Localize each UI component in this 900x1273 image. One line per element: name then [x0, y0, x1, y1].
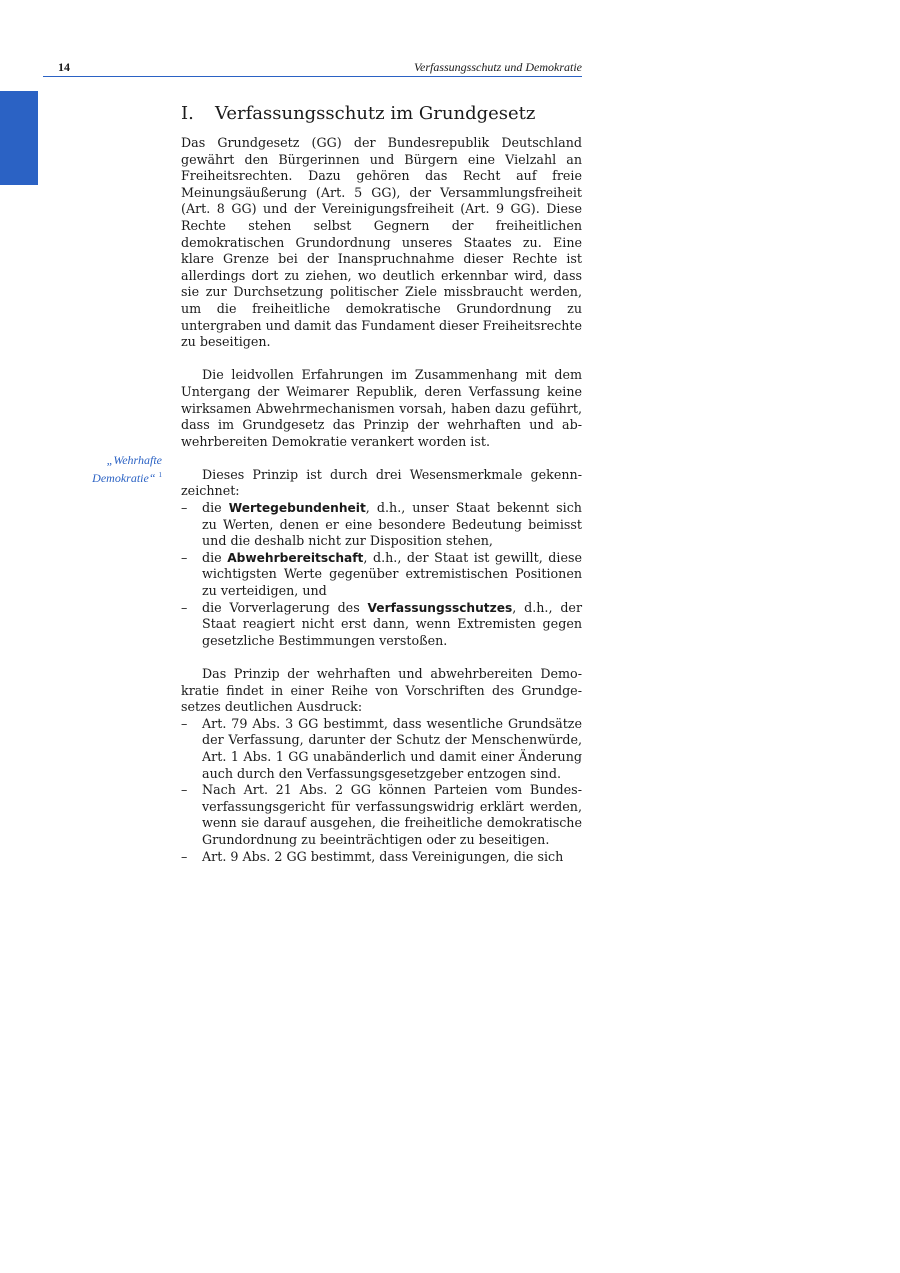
page-number: 14 [58, 60, 70, 74]
header-rule [43, 76, 582, 77]
running-title: Verfassungsschutz und Demokratie [414, 60, 582, 74]
list-marker: – [181, 500, 188, 516]
bold-term: Abwehrbereitschaft [227, 550, 364, 565]
section-title: Verfassungsschutz im Grundgesetz [215, 103, 536, 124]
articles-list [181, 716, 582, 865]
footnote-reference: 1 [158, 471, 162, 479]
list-marker: – [181, 715, 188, 731]
section-number: I. [181, 103, 194, 124]
list-item: – Art. 79 Abs. 3 GG bestimmt, dass wesentliche Grundsätze der Verfassung, darunter der Schutz der Menschenwürde, Art. 1 Abs. 1 GG unabänderlich und damit einer Änderung auch durch den Verfassungsgesetzgeber entzogen sind. [181, 715, 582, 781]
paragraph-principle: Dieses Prinzip ist durch drei Wesensmerkmale gekennzeichnet: [181, 466, 582, 499]
paragraph-weimar: Die leidvollen Erfahrungen im Zusammenhang mit dem Untergang der Weimarer Republik, deren Verfassung keine wirksamen Abwehrmechanismen vorsah, haben dazu geführt, dass im Grundgesetz das Prinzip der wehrhaften und abwehrbereiten Demokratie verankert worden ist. [181, 367, 582, 449]
list-item: – Nach Art. 21 Abs. 2 GG können Parteien vom Bundesverfassungsgericht für verfassungswidrig erklärt werden, wenn sie darauf ausgehen, die freiheitliche demokratische Grundordnung zu beeinträchtigen oder zu beseitigen. [181, 782, 582, 847]
chapter-color-tab [0, 91, 38, 185]
paragraph-provisions: Das Prinzip der wehrhaften und abwehrbereiten Demokratie findet in einer Reihe von Vorschriften des Grundgesetzes deutlichen Ausdruck: [181, 666, 582, 715]
list-item: – die Vorverlagerung des Verfassungsschutzes, d.h., der Staat reagiert nicht erst dann, wenn Extremisten gegen gesetzliche Bestimmungen verstoßen. [181, 599, 583, 648]
list-marker: – [181, 848, 188, 864]
paragraph-intro: Das Grundgesetz (GG) der Bundesrepublik Deutschland gewährt den Bürgerinnen und Bürgern eine Vielzahl an Freiheitsrechten. Dazu gehören das Recht auf freie Meinungsäußerung (Art. 5 GG), der Versammlungsfreiheit (Art. 8 GG) und der Vereinigungsfreiheit (Art. 9 GG). Diese Rechte stehen selbst Gegnern der freiheitlichen demokratischen Grundordnung unseres Staates zu. Eine klare Grenze bei der Inanspruchnahme dieser Rechte ist allerdings dort zu ziehen, wo deutlich erkennbar wird, dass sie zur Durchsetzung politischer Ziele missbraucht werden, um die freiheitliche demokratische Grundordnung zu untergraben und damit das Fundament dieser Freiheitsrechte zu beseitigen. [181, 135, 582, 350]
body-text [181, 135, 582, 865]
list-item: – die Wertegebundenheit, d.h., unser Staat bekennt sich zu Werten, denen er eine besondere Bedeutung beimisst und die deshalb nicht zur Disposition stehen, [181, 500, 582, 549]
list-marker: – [181, 549, 188, 565]
features-list [181, 500, 582, 649]
list-item: – Art. 9 Abs. 2 GG bestimmt, dass Vereinigungen, die sich [181, 848, 564, 864]
bold-term: Verfassungsschutzes [367, 600, 513, 615]
margin-note-line2: Demokratie“ [92, 471, 156, 485]
margin-note-line1: „Wehrhafte [106, 453, 162, 467]
list-marker: – [181, 782, 188, 798]
bold-term: Wertegebundenheit [228, 501, 366, 516]
section-heading [181, 103, 601, 124]
list-item: – die Abwehrbereitschaft, d.h., der Staat ist gewillt, diese wichtigsten Werte gegenüber extremistischen Positionen zu verteidigen, und [181, 549, 582, 599]
margin-note [70, 453, 162, 486]
list-marker: – [181, 599, 188, 615]
